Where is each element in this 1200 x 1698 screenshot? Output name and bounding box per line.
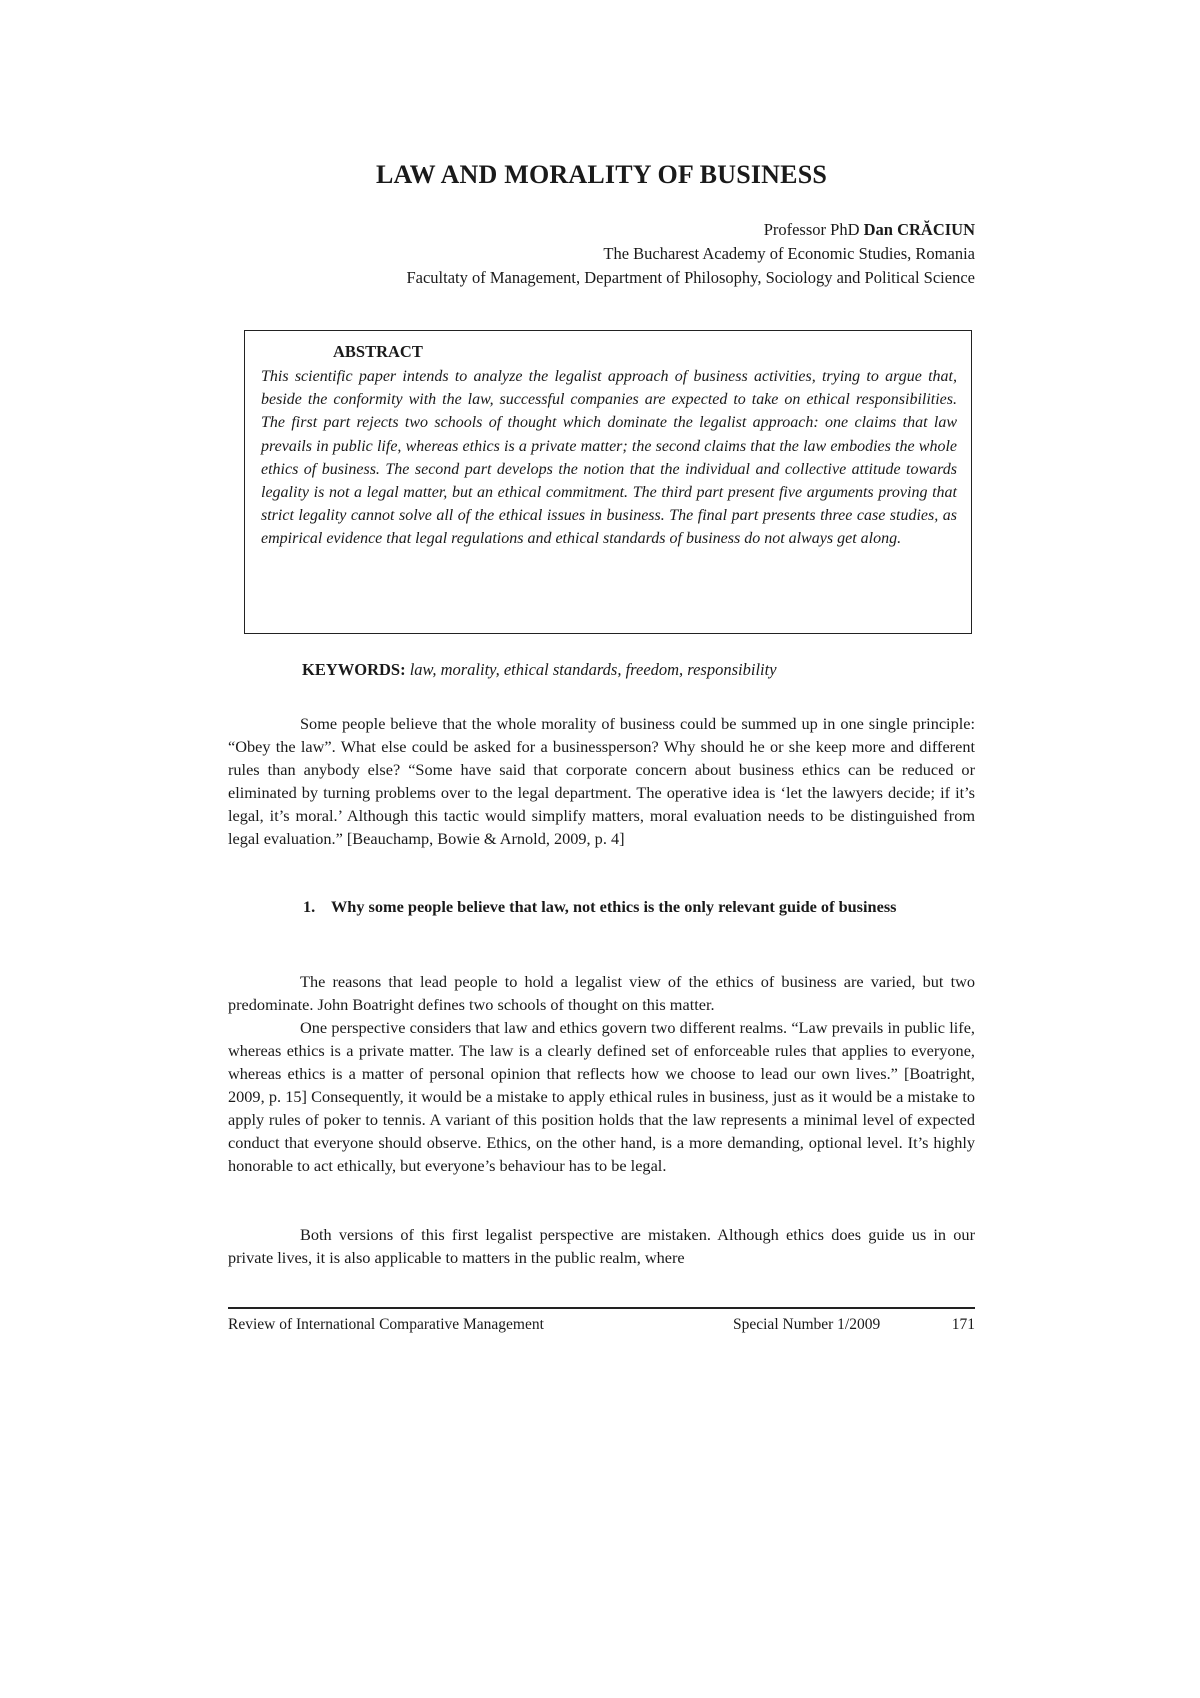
keywords-line	[302, 660, 972, 680]
section-title: Why some people believe that law, not ethics is the only relevant guide of business	[331, 897, 897, 916]
abstract-heading: ABSTRACT	[333, 342, 423, 361]
author-affiliation-1: The Bucharest Academy of Economic Studies, Romania	[603, 244, 975, 263]
body-paragraph-2: One perspective considers that law and ethics govern two different realms. “Law prevails in public life, whereas ethics is a private matter. The law is a clearly defined set of enforceable rules that applies to everyone, whereas ethics is a matter of personal opinion that reflects how we choose to lead our own lives.” [Boatright, 2009, p. 15] Consequently, it would be a mistake to apply ethical rules in business, just as it would be a mistake to apply rules of poker to tennis. A variant of this position holds that the law represents a minimal level of expected conduct that everyone should observe. Ethics, on the other hand, is a more demanding, optional level. It’s highly honorable to act ethically, but everyone’s behaviour has to be legal.	[228, 1018, 975, 1175]
keywords-label: KEYWORDS:	[302, 660, 406, 679]
keywords-values: law, morality, ethical standards, freedom, responsibility	[405, 660, 777, 679]
abstract-box	[244, 330, 972, 634]
footer-divider	[228, 1307, 975, 1309]
section-number: 1.	[303, 897, 316, 916]
abstract-text: This scientific paper intends to analyze the legalist approach of business activities, trying to argue that, beside the conformity with the law, successful companies are expected to take on ethical responsibilities. The first part rejects two schools of thought which dominate the legalist approach: one claims that law prevails in public life, whereas ethics is a private matter; the second claims that the law embodies the whole ethics of business. The second part develops the notion that the individual and collective attitude towards legality is not a legal matter, but an ethical commitment. The third part present five arguments proving that strict legality cannot solve all of the ethical issues in business. The final part presents three case studies, as empirical evidence that legal regulations and ethical standards of business do not always get along.	[261, 368, 957, 548]
paper-title: LAW AND MORALITY OF BUSINESS	[375, 160, 828, 189]
section-heading	[303, 895, 943, 918]
author-block	[228, 218, 975, 290]
body-paragraph-1: The reasons that lead people to hold a legalist view of the ethics of business are varied, but two predominate. John Boatright defines two schools of thought on this matter.	[228, 972, 975, 1014]
author-name: Dan CRĂCIUN	[863, 220, 975, 239]
page-number: 171	[951, 1316, 975, 1333]
footer-issue: Special Number 1/2009	[733, 1316, 881, 1333]
footer-journal: Review of International Comparative Management	[228, 1316, 544, 1333]
body-paragraph-3: Both versions of this first legalist perspective are mistaken. Although ethics does guide us in our private lives, it is also applicable to matters in the public realm, where	[228, 1225, 975, 1267]
intro-paragraph: Some people believe that the whole morality of business could be summed up in one single principle: “Obey the law”. What else could be asked for a businessperson? Why should he or she keep more and different rules than anybody else? “Some have said that corporate concern about business ethics can be reduced or eliminated by turning problems over to the legal department. The operative idea is ‘let the lawyers decide; if it’s legal, it’s moral.’ Although this tactic would simplify matters, moral evaluation needs to be distinguished from legal evaluation.” [Beauchamp, Bowie & Arnold, 2009, p. 4]	[228, 714, 975, 848]
author-prefix: Professor PhD	[763, 220, 864, 239]
author-line	[228, 218, 975, 242]
author-affiliation-2: Facultaty of Management, Department of Philosophy, Sociology and Political Science	[406, 268, 975, 287]
